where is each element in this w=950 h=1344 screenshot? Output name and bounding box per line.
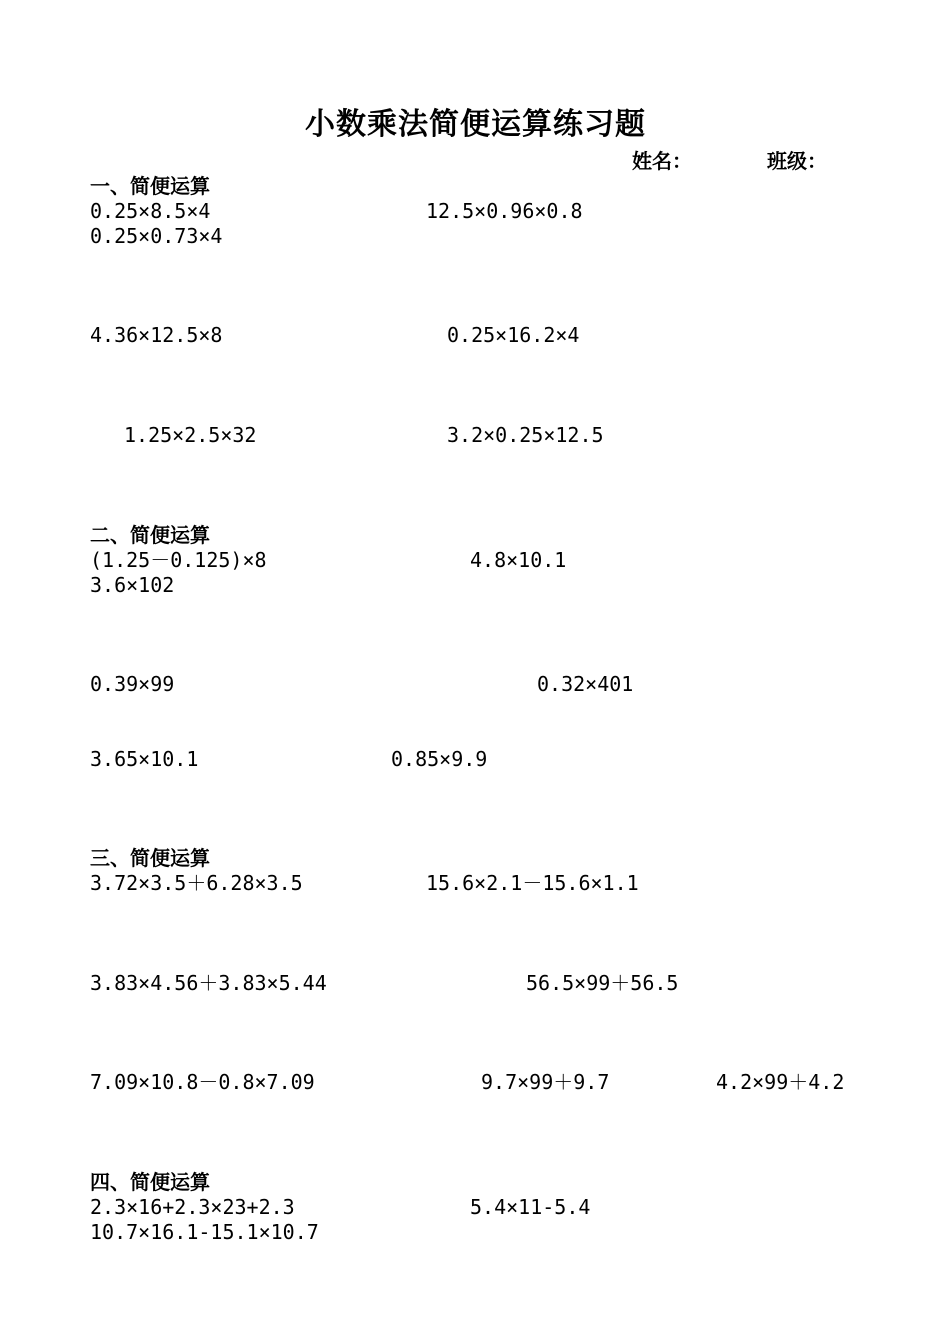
problem: 3.65×10.1: [90, 747, 199, 771]
section-heading: 四、简便运算: [90, 1170, 210, 1194]
problem: (1.25－0.125)×8: [90, 548, 267, 572]
problem: 0.25×0.73×4: [90, 224, 223, 248]
problem: 3.2×0.25×12.5: [447, 423, 604, 447]
class-label: 班级：: [767, 149, 827, 173]
problem: 0.25×8.5×4: [90, 199, 211, 223]
problem: 0.25×16.2×4: [447, 323, 580, 347]
section-heading: 二、简便运算: [90, 523, 210, 547]
problem: 1.25×2.5×32: [124, 423, 257, 447]
problem: 10.7×16.1-15.1×10.7: [90, 1220, 319, 1244]
problem: 15.6×2.1－15.6×1.1: [426, 871, 639, 895]
problem: 3.83×4.56＋3.83×5.44: [90, 971, 327, 995]
section-heading: 一、简便运算: [90, 174, 210, 198]
problem: 4.8×10.1: [470, 548, 567, 572]
problem: 0.32×401: [537, 672, 634, 696]
problem: 56.5×99＋56.5: [526, 971, 679, 995]
name-label: 姓名：: [632, 149, 692, 173]
problem: 3.72×3.5＋6.28×3.5: [90, 871, 303, 895]
problem: 2.3×16+2.3×23+2.3: [90, 1195, 295, 1219]
problem: 5.4×11-5.4: [470, 1195, 591, 1219]
problem: 12.5×0.96×0.8: [426, 199, 583, 223]
problem: 0.85×9.9: [391, 747, 488, 771]
problem: 9.7×99＋9.7: [481, 1070, 610, 1094]
page-title: 小数乘法简便运算练习题: [305, 107, 646, 142]
section-heading: 三、简便运算: [90, 846, 210, 870]
problem: 3.6×102: [90, 573, 175, 597]
problem: 7.09×10.8－0.8×7.09: [90, 1070, 315, 1094]
problem: 0.39×99: [90, 672, 175, 696]
problem: 4.36×12.5×8: [90, 323, 223, 347]
problem: 4.2×99＋4.2: [716, 1070, 845, 1094]
